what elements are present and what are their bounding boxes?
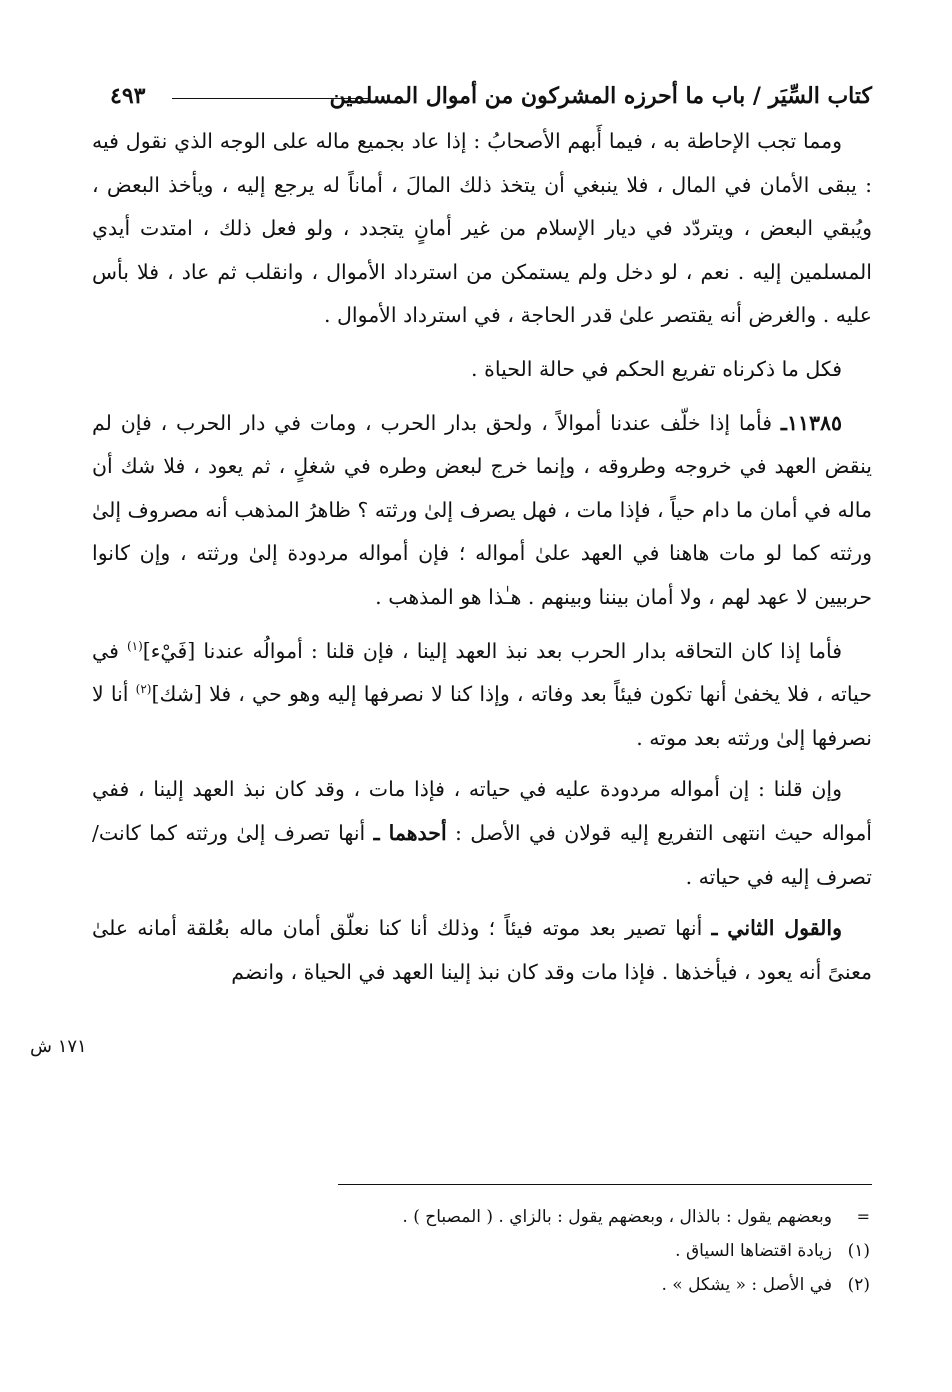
paragraph-5-text-a: وإن قلنا : إن أمواله مردودة عليه في حياته ، فإذا مات ، وقد كان نبذ العهد إلينا ، ففي أمواله حيث انتهى التفريع إليه قولان في الأصل : <box>92 777 872 845</box>
paragraph-6 <box>92 907 872 994</box>
paragraph-1: ومما تجب الإحاطة به ، فيما أَبهم الأصحابُ : إذا عاد بجميع ماله على الوجه الذي نقول فيه : يبقى الأمان في المال ، فلا ينبغي أن يتخذ ذلك المالَ ، أماناً له يرجع إليه ، ويأخذ البعض ، ويُبقي البعض ، ويتردّد في ديار الإسلام من غير أمانٍ يتجدد ، ولو فعل ذلك ، امتدت أيدي المسلمين إليه . نعم ، لو دخل ولم يستمكن من استرداد الأموال ، وانقلب ثم عاد ، فلا بأس عليه . والغرض أنه يقتصر علىٰ قدر الحاجة ، في استرداد الأموال . <box>92 129 872 328</box>
running-header <box>92 72 872 120</box>
footnote-1-text: زيادة اقتضاها السياق . <box>675 1241 832 1261</box>
paragraph-6-text: أنها تصير بعد موته فيئاً ؛ وذلك أنا كنا نعلّق أمان ماله بعُلقة أمانه علىٰ معنىً أنه يعود ، فيأخذها . فإذا مات وقد كان نبذ إلينا العهد في الحياة ، وانضم <box>92 916 872 984</box>
paragraph-4-text-b: في حياته ، فلا يخفىٰ أنها تكون فيئاً بعد وفاته ، وإذا كنا لا نصرفها إليه وهو حي ، فلا [شك] <box>92 638 872 707</box>
footnote-1 <box>150 1234 870 1268</box>
footnote-ref-2[interactable]: (٢) <box>135 682 152 697</box>
section-number: ١١٣٨٥ـ <box>780 410 842 435</box>
header-rule <box>172 98 370 99</box>
footnote-continuation-text: وبعضهم يقول : بالذال ، وبعضهم يقول : بالزاي . ( المصباح ) . <box>402 1207 832 1227</box>
paragraph-3 <box>92 402 872 620</box>
paragraph-3-text: فأما إذا خلّف عندنا أموالاً ، ولحق بدار الحرب ، ومات في دار الحرب ، فإن لم ينقض العهد في خروجه وطروقه ، وإنما خرج لبعض وطره في شغلٍ ، ثم يعود ، فلا شك أن ماله في أمان ما دام حياً ، فإذا مات ، فهل يصرف إلىٰ ورثته ؟ ظاهرُ المذهب أنه مصروف إلىٰ ورثته كما لو مات هاهنا في العهد علىٰ أمواله ؛ فإن أمواله مردودة إلىٰ ورثته ، وإن كانوا حربيين لا عهد لهم ، ولا أمان بيننا وبينهم . هـٰذا هو المذهب . <box>92 410 872 609</box>
paragraph-4-text-a: فأما إذا كان التحاقه بدار الحرب بعد نبذ العهد إلينا ، فإن قلنا : أموالُه عندنا [فَيْء] <box>142 638 842 663</box>
paragraph-2: فكل ما ذكرناه تفريع الحكم في حالة الحياة . <box>471 356 842 381</box>
footnote-2 <box>150 1268 870 1302</box>
paragraph-4 <box>92 630 872 761</box>
footnote-ref-1[interactable]: (١) <box>126 638 143 653</box>
footnote-1-number: (١) <box>847 1241 870 1261</box>
footnote-separator <box>338 1184 872 1185</box>
header-title: كتاب السِّيَر / باب ما أحرزه المشركون من أموال المسلمين <box>329 83 872 109</box>
paragraph-5-bold: أحدهما ـ <box>373 820 447 845</box>
book-page <box>92 72 872 1372</box>
main-text <box>92 120 872 994</box>
paragraph-6-bold: والقول الثاني ـ <box>711 916 842 941</box>
footnotes <box>150 1200 870 1302</box>
page-number: ٤٩٣ <box>110 83 146 109</box>
footnote-2-number: (٢) <box>847 1275 870 1295</box>
continuation-mark: = <box>856 1207 870 1226</box>
footnote-continuation <box>150 1200 870 1234</box>
manuscript-folio-note: ١٧١ ش <box>30 1036 87 1057</box>
footnote-2-text: في الأصل : « يشكل » . <box>661 1275 832 1295</box>
paragraph-5-text-b: أنها تصرف إلىٰ ورثته كما كانت/ تصرف إليه في حياته . <box>92 820 872 889</box>
paragraph-5 <box>92 768 872 899</box>
paragraph-4-text-c: أنا لا نصرفها إلىٰ ورثته بعد موته . <box>92 682 872 750</box>
